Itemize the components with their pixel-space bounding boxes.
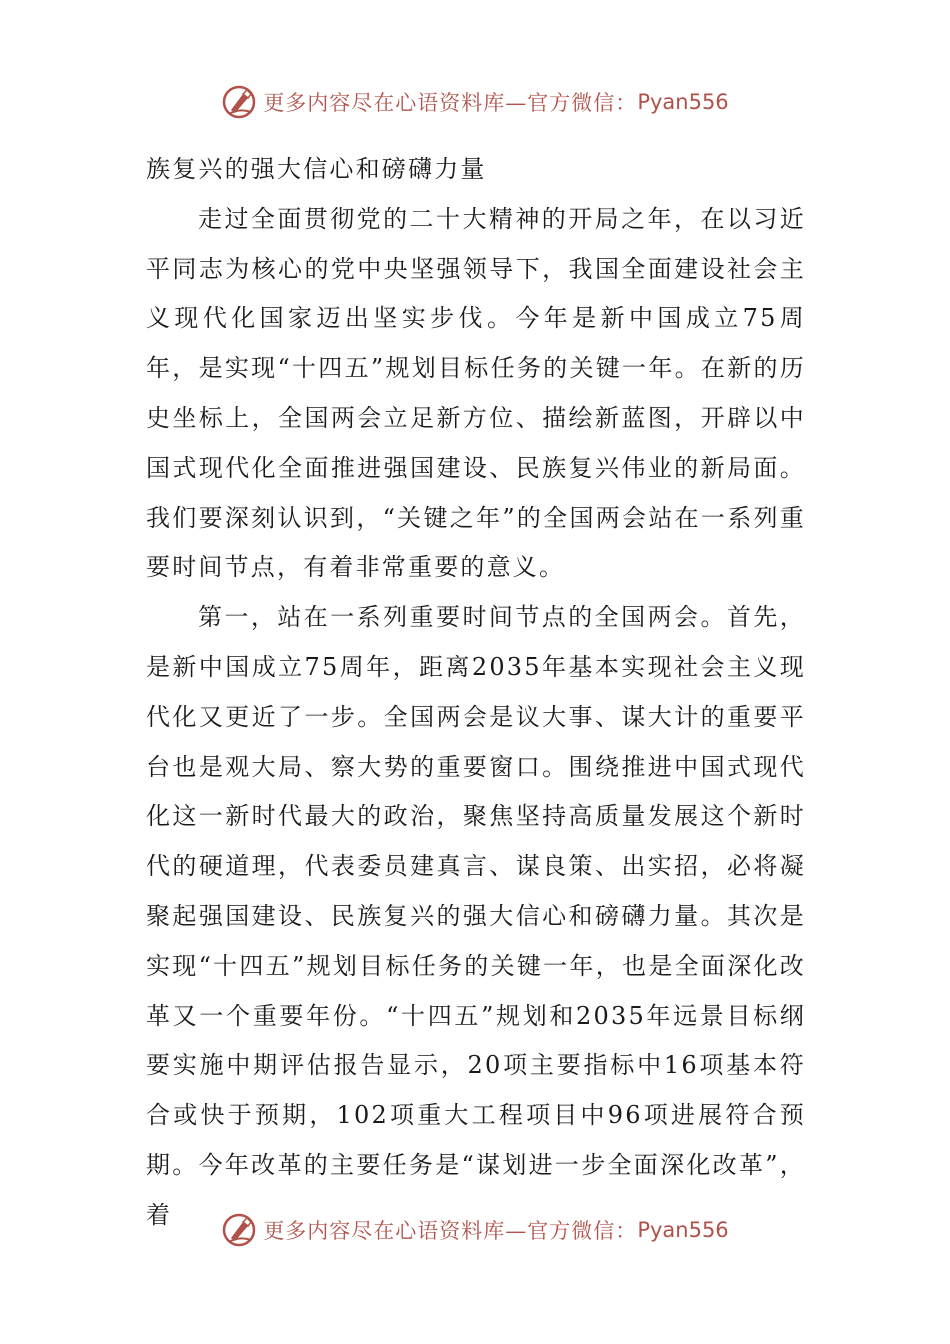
banner-text: 更多内容尽在心语资料库—官方微信： — [263, 91, 638, 115]
document-body — [146, 145, 806, 1241]
pen-nib-logo-icon — [221, 84, 257, 120]
paragraph: 走过全面贯彻党的二十大精神的开局之年，在以习近平同志为核心的党中央坚强领导下，我国全面建设社会主义现代化国家迈出坚实步伐。今年是新中国成立75周年，是实现“十四五”规划目标任务的关键一年。在新的历史坐标上，全国两会立足新方位、描绘新蓝图，开辟以中国式现代化全面推进强国建设、民族复兴伟业的新局面。我们要深刻认识到，“关键之年”的全国两会站在一系列重要时间节点，有着非常重要的意义。 — [146, 204, 806, 582]
banner-text: 更多内容尽在心语资料库—官方微信： — [263, 1219, 638, 1243]
paragraph: 第一，站在一系列重要时间节点的全国两会。首先，是新中国成立75周年，距离2035年基本实现社会主义现代化又更近了一步。全国两会是议大事、谋大计的重要平台也是观大局、察大势的重要窗口。围绕推进中国式现代化这一新时代最大的政治，聚焦坚持高质量发展这个新时代的硬道理，代表委员建真言、谋良策、出实招，必将凝聚起强国建设、民族复兴的强大信心和磅礴力量。其次是实现“十四五”规划目标任务的关键一年，也是全面深化改革又一个重要年份。“十四五”规划和2035年远景目标纲要实施中期评估报告显示，20项主要指标中16项基本符合或快于预期，102项重大工程项目中96项进展符合预期。今年改革的主要任务是“谋划进一步全面深化改革”，着 — [146, 603, 806, 1229]
banner-wechat-id: Pyan556 — [637, 1218, 729, 1242]
banner-wechat-id: Pyan556 — [637, 90, 729, 114]
footer-banner — [0, 1208, 950, 1252]
header-banner — [0, 80, 950, 124]
pen-nib-logo-icon — [221, 1212, 257, 1248]
paragraph-continuation: 族复兴的强大信心和磅礴力量 — [146, 155, 487, 183]
